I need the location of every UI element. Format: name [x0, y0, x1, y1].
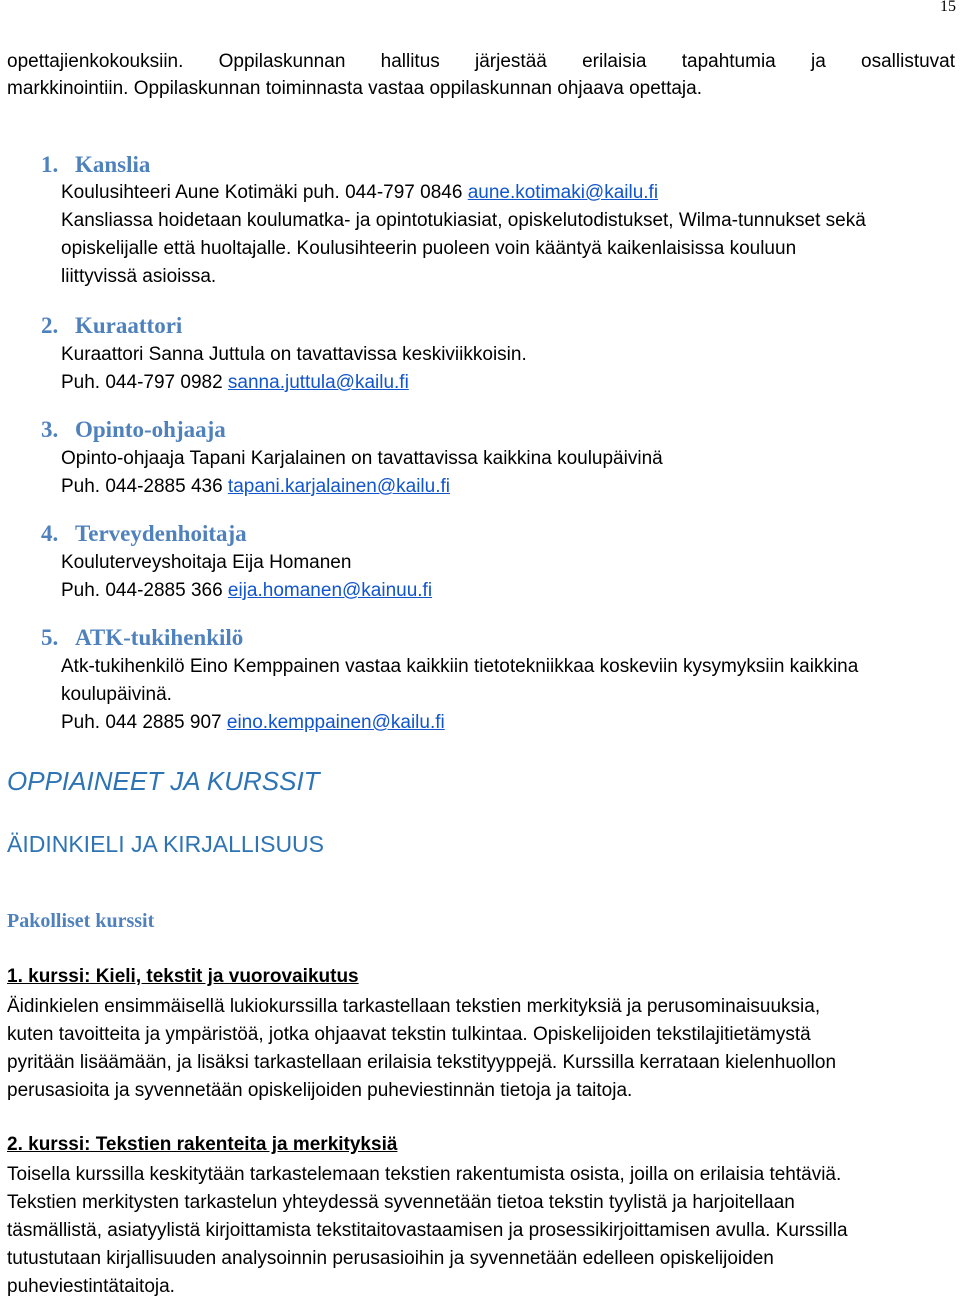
- atk-contact-line: Puh. 044 2885 907 eino.kemppainen@kailu.fi: [61, 712, 445, 733]
- course-2-text-line: Tekstien merkitysten tarkastelun yhteydessä syvennetään tietoa tekstin tyylistä ja harjoitellaan: [7, 1192, 795, 1213]
- section-heading-atk-tukihenkilo: 5. ATK-tukihenkilö: [41, 625, 244, 650]
- kanslia-text-line: Kansliassa hoidetaan koulumatka- ja opintotukiasiat, opiskelutodistukset, Wilma-tunnukset sekä: [61, 210, 866, 231]
- mandatory-courses-heading: Pakolliset kurssit: [7, 910, 155, 932]
- section-heading-opinto-ohjaaja: 3. Opinto-ohjaaja: [41, 417, 226, 442]
- course-2-text-line: Toisella kurssilla keskitytään tarkastelemaan tekstien rakentumista osista, joilla on erilaisia tehtäviä.: [7, 1164, 842, 1185]
- page-number: 15: [940, 0, 956, 15]
- course-2-text-line: puheviestintätaitoja.: [7, 1276, 175, 1297]
- section-heading-kuraattori: 2. Kuraattori: [41, 313, 183, 338]
- course-title-2: 2. kurssi: Tekstien rakenteita ja merkityksiä: [7, 1134, 398, 1155]
- subject-title: ÄIDINKIELI JA KIRJALLISUUS: [7, 831, 325, 857]
- email-link-eino[interactable]: eino.kemppainen@kailu.fi: [226, 712, 445, 733]
- kanslia-contact-line: Koulusihteeri Aune Kotimäki puh. 044-797 0846 aune.kotimaki@kailu.fi: [61, 182, 659, 203]
- kanslia-text-line: liittyvissä asioissa.: [61, 266, 217, 287]
- course-title-1: 1. kurssi: Kieli, tekstit ja vuorovaikutus: [7, 966, 359, 987]
- main-title: OPPIAINEET JA KURSSIT: [7, 766, 320, 796]
- terveydenhoitaja-contact-line: Puh. 044-2885 366 eija.homanen@kainuu.fi: [61, 580, 433, 601]
- email-link-tapani[interactable]: tapani.karjalainen@kailu.fi: [227, 476, 451, 497]
- course-1-text-line: Äidinkielen ensimmäisellä lukiokurssilla tarkastellaan tekstien merkityksiä ja perusominaisuuksia,: [7, 996, 821, 1017]
- intro-line-2: markkinointiin. Oppilaskunnan toiminnasta vastaa oppilaskunnan ohjaava opettaja.: [7, 78, 702, 99]
- intro-line-1: opettajienkokouksiin. Oppilaskunnan hallitus järjestää erilaisia tapahtumia ja osallistuvat: [7, 51, 956, 72]
- email-link-sanna[interactable]: sanna.juttula@kailu.fi: [227, 372, 409, 393]
- kuraattori-contact-line: Puh. 044-797 0982 sanna.juttula@kailu.fi: [61, 372, 409, 393]
- terveydenhoitaja-text-line: Kouluterveyshoitaja Eija Homanen: [61, 552, 352, 573]
- atk-text-line: Atk-tukihenkilö Eino Kemppainen vastaa kaikkiin tietotekniikkaa koskeviin kysymyksiin kaikkina: [61, 656, 859, 677]
- course-1-text-line: pyritään lisäämään, ja lisäksi tarkastellaan erilaisia tekstityyppejä. Kurssilla kerrataan kielenhuollon: [7, 1052, 837, 1073]
- section-heading-terveydenhoitaja: 4. Terveydenhoitaja: [41, 521, 247, 546]
- course-1-text-line: kuten tavoitteita ja ympäristöä, jotka ohjaavat tekstin tulkintaa. Opiskelijoiden tekstilajitietämystä: [7, 1024, 811, 1045]
- email-link-eija[interactable]: eija.homanen@kainuu.fi: [227, 580, 433, 601]
- atk-text-line: koulupäivinä.: [61, 684, 172, 705]
- section-heading-kanslia: 1. Kanslia: [41, 152, 151, 177]
- course-1-text-line: perusasioita ja syvennetään opiskelijoiden puheviestinnän tietoja ja taitoja.: [7, 1080, 633, 1101]
- course-2-text-line: tutustutaan kirjallisuuden analysoinnin perusasioihin ja syvennetään edelleen opiskelijoiden: [7, 1248, 774, 1269]
- kanslia-text-line: opiskelijalle että huoltajalle. Koulusihteerin puoleen voin kääntyä kaikenlaisissa kouluun: [61, 238, 797, 259]
- opinto-ohjaaja-contact-line: Puh. 044-2885 436 tapani.karjalainen@kailu.fi: [61, 476, 451, 497]
- opinto-ohjaaja-text-line: Opinto-ohjaaja Tapani Karjalainen on tavattavissa kaikkina koulupäivinä: [61, 448, 663, 469]
- kuraattori-text-line: Kuraattori Sanna Juttula on tavattavissa keskiviikkoisin.: [61, 344, 527, 365]
- course-2-text-line: täsmällistä, asiatyylistä kirjoittamista tekstitaitovastaamisen ja prosessikirjoittamisen avulla. Kurssilla: [7, 1220, 848, 1241]
- email-link-aune[interactable]: aune.kotimaki@kailu.fi: [467, 182, 659, 203]
